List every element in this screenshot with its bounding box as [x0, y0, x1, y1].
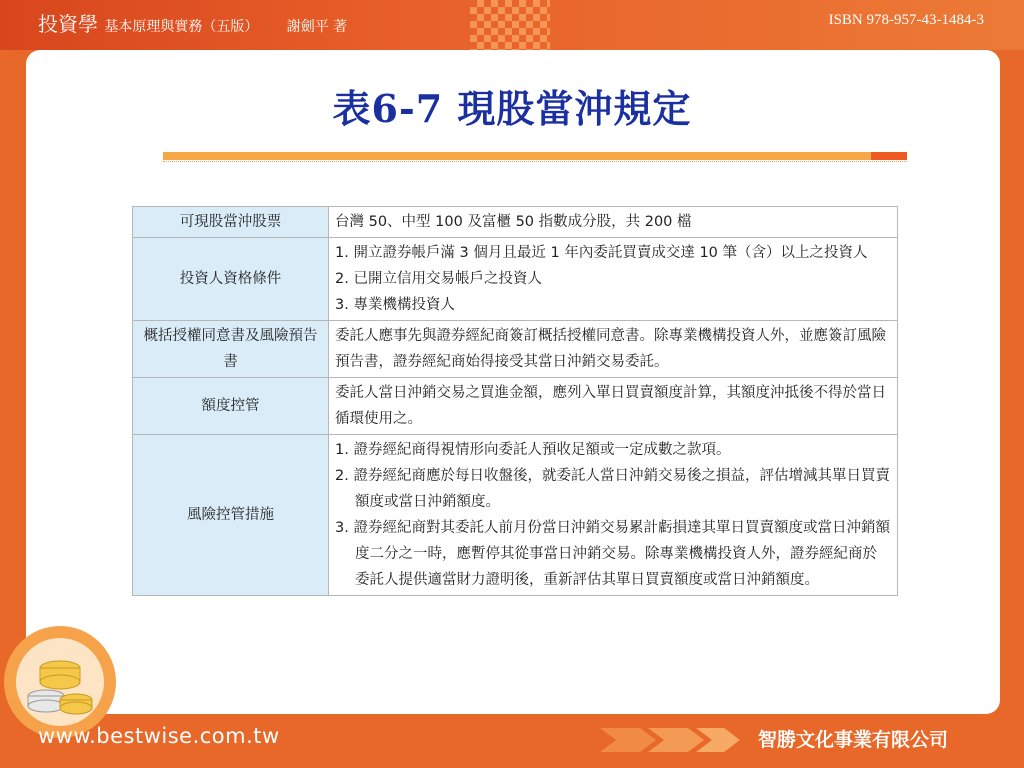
book-title — [38, 8, 347, 37]
row-content — [329, 207, 898, 238]
list-item: 2. 已開立信用交易帳戶之投資人 — [335, 271, 542, 287]
table-row — [133, 435, 898, 596]
row-line: 委託人當日沖銷交易之買進金額，應列入單日買賣額度計算，其額度沖抵後不得於當日循環使用之。 — [335, 385, 886, 427]
row-label: 投資人資格條件 — [133, 238, 329, 321]
row-label: 風險控管措施 — [133, 435, 329, 596]
book-name: 投資學 — [38, 12, 98, 36]
row-label: 概括授權同意書及風險預告書 — [133, 321, 329, 378]
list-item: 3. 專業機構投資人 — [335, 297, 455, 313]
book-subtitle: 基本原理與實務（五版） — [104, 19, 259, 35]
row-line: 委託人應事先與證券經紀商簽訂概括授權同意書。除專業機構投資人外，並應簽訂風險預告書，證券經紀商始得接受其當日沖銷交易委託。 — [335, 328, 886, 370]
coins-illustration — [4, 626, 116, 738]
row-content — [329, 321, 898, 378]
list-item: 2. 證券經紀商應於每日收盤後，就委託人當日沖銷交易後之損益，評估增減其單日買賣額度或當日沖銷額度。 — [335, 468, 890, 510]
list-item: 1. 證券經紀商得視情形向委託人預收足額或一定成數之款項。 — [335, 442, 731, 458]
row-content — [329, 238, 898, 321]
row-content — [329, 378, 898, 435]
coins-icon — [16, 638, 104, 726]
book-author: 謝劍平 著 — [286, 19, 348, 35]
row-content — [329, 435, 898, 596]
table-row — [133, 238, 898, 321]
arrow-decoration-icon — [600, 722, 740, 758]
table-row — [133, 321, 898, 378]
row-label: 可現股當沖股票 — [133, 207, 329, 238]
table-row — [133, 207, 898, 238]
table-row — [133, 378, 898, 435]
slide-title: 表6-7 現股當沖規定 — [332, 86, 692, 131]
header-pattern — [470, 0, 550, 50]
row-line: 台灣 50、中型 100 及富櫃 50 指數成分股，共 200 檔 — [335, 214, 692, 230]
list-item: 1. 開立證券帳戶滿 3 個月且最近 1 年內委託買賣成交達 10 筆（含）以上之投資人 — [335, 245, 868, 261]
isbn: ISBN 978-957-43-1484-3 — [828, 12, 984, 28]
row-label: 額度控管 — [133, 378, 329, 435]
rules-table — [132, 206, 898, 596]
list-item: 3. 證券經紀商對其委託人前月份當日沖銷交易累計虧損達其單日買賣額度或當日沖銷額度二分之一時，應暫停其從事當日沖銷交易。除專業機構投資人外，證券經紀商於委託人提供適當財力證明後，重新評估其單日買賣額度或當日沖銷額度。 — [335, 520, 890, 588]
title-rule — [163, 152, 907, 160]
publisher-name: 智勝文化事業有限公司 — [758, 729, 949, 751]
footer-url: www.bestwise.com.tw — [38, 724, 280, 748]
